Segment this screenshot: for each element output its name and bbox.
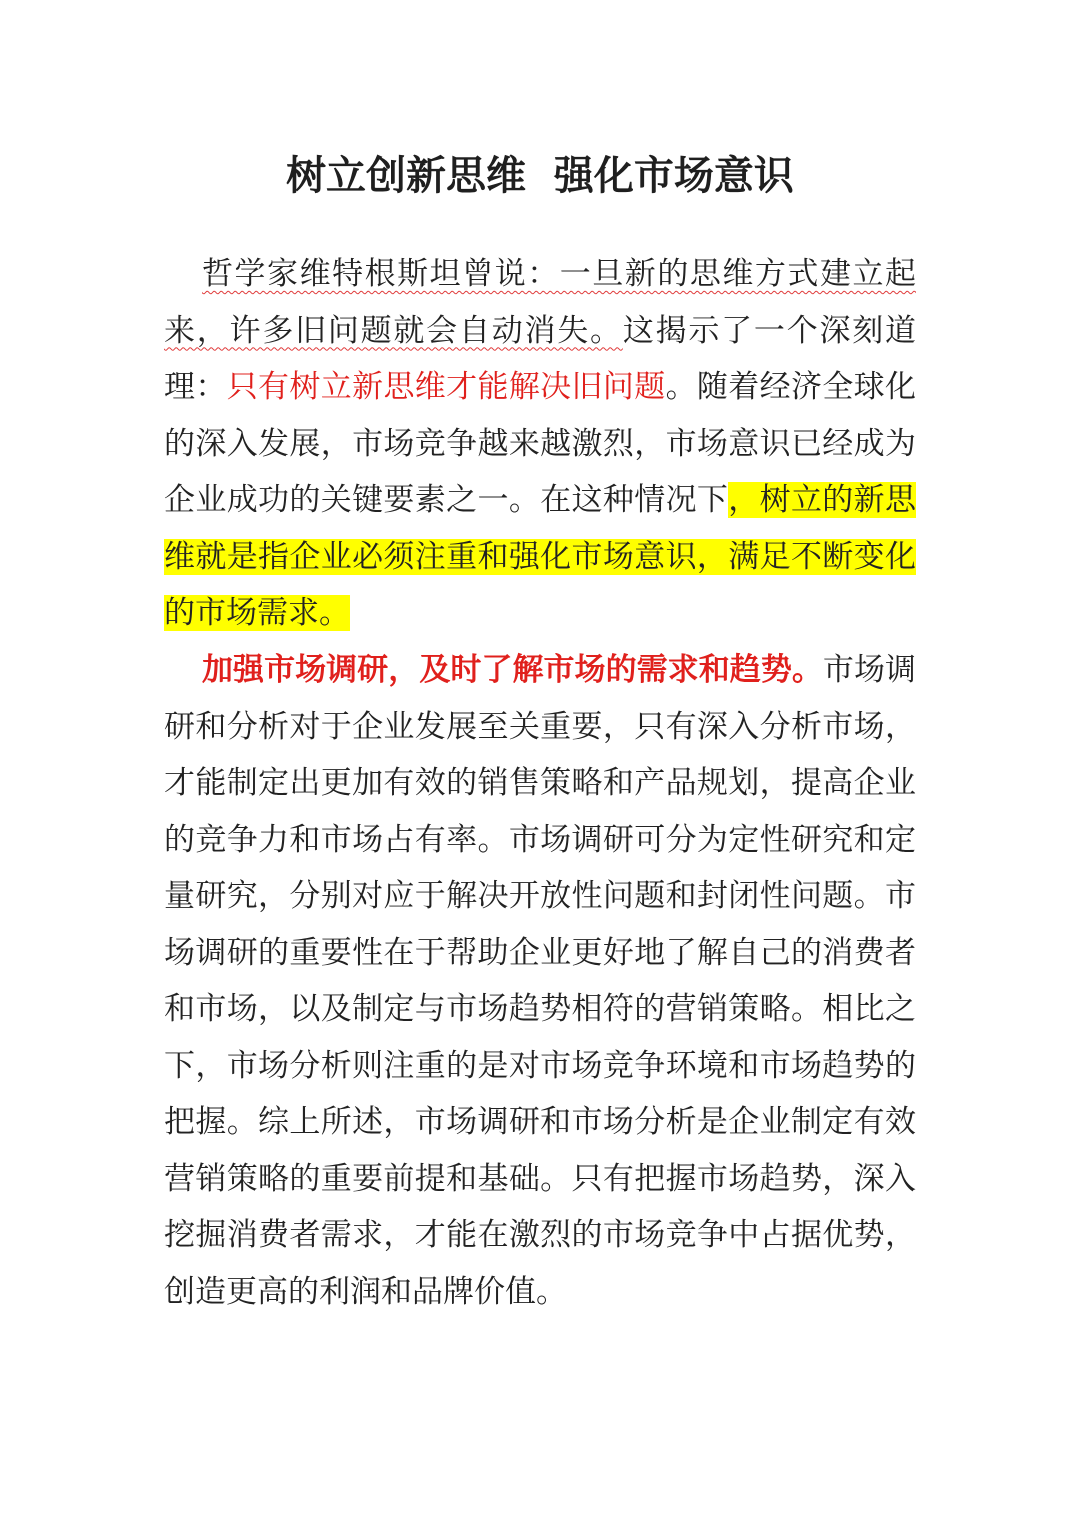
highlighted-conclusion: ，树立的新思维就是指企业必须注重和强化市场意识，满足不断变化的市场需求。 — [164, 482, 917, 631]
paragraph-market-research — [164, 642, 916, 1320]
document-title: 树立创新思维 强化市场意识 — [286, 153, 794, 199]
paragraph-intro — [164, 246, 916, 642]
section-body: 市场调研和分析对于企业发展至关重要，只有深入分析市场，才能制定出更加有效的销售策略和产品规划，提高企业的竞争力和市场占有率。市场调研可分为定性研究和定量研究，分别对应于解决开放性问题和封闭性问题。市场调研的重要性在于帮助企业更好地了解自己的消费者和市场，以及制定与市场趋势相符的营销策略。相比之下，市场分析则注重的是对市场竞争环境和市场趋势的把握。综上所述，市场调研和市场分析是企业制定有效营销策略的重要前提和基础。只有把握市场趋势，深入挖掘消费者需求，才能在激烈的市场竞争中占据优势，创造更高的利润和品牌价值。 — [164, 652, 917, 1310]
quote-sentence: 哲学家维特根斯坦曾说：一旦新的思维方式建立起来，许多旧问题就会自动消失。 — [164, 256, 916, 349]
section-heading: 加强市场调研，及时了解市场的需求和趋势。 — [202, 652, 823, 688]
context-sentence: 。随着经济全球化的深入发展，市场竞争越来越激烈，市场意识已经成为企业成功的关键要素之一。在这种情况下 — [164, 369, 917, 518]
lead-sentence: 这揭示了一个深刻道理： — [164, 312, 917, 405]
red-key-statement: 只有树立新思维才能解决旧问题 — [226, 369, 666, 405]
